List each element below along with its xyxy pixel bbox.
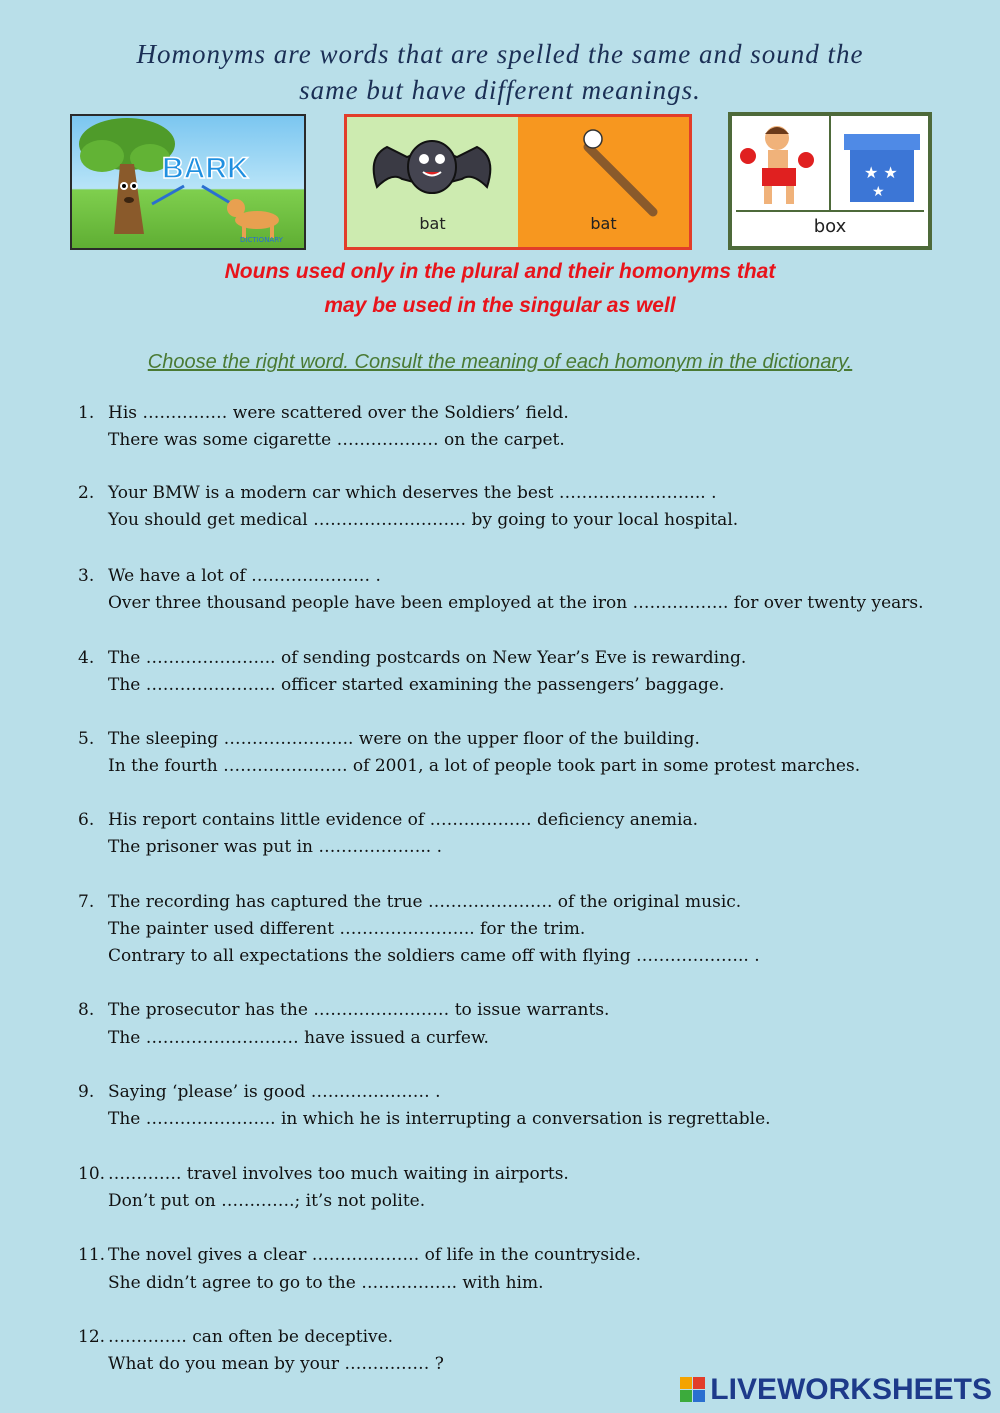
exercise-item — [78, 480, 958, 535]
exercise-sentence — [78, 645, 958, 672]
exercise-sentence — [78, 943, 958, 970]
header-line-2: same but have different meanings. — [299, 75, 701, 105]
exercise-sentence — [78, 753, 958, 780]
liveworksheets-logo — [680, 1373, 992, 1407]
exercise-item — [78, 997, 958, 1052]
exercise-item — [78, 807, 958, 862]
exercise-sentence — [78, 672, 958, 699]
exercise-sentence — [78, 1161, 958, 1188]
bat-illustration — [344, 114, 692, 250]
exercise-sentence — [78, 1270, 958, 1297]
exercise-item — [78, 726, 958, 781]
exercise-number: 1. — [78, 403, 95, 423]
exercise-text: She didn’t agree to go to the …………….. with him. — [108, 1272, 544, 1293]
bat-label-right: bat — [590, 214, 617, 233]
exercise-number: 6. — [78, 809, 95, 830]
exercise-item — [78, 400, 958, 455]
exercise-number: 7. — [78, 891, 95, 912]
exercise-text: …………. travel involves too much waiting in airports. — [108, 1163, 569, 1184]
exercise-text: We have a lot of ………………… . — [108, 565, 381, 586]
exercise-item — [78, 889, 958, 971]
exercise-item — [78, 1161, 958, 1216]
exercise-number: 11. — [78, 1245, 106, 1266]
svg-text:★ ★: ★ ★ — [864, 163, 898, 182]
exercise-text: The ………………….. of sending postcards on New Year’s Eve is rewarding. — [108, 647, 747, 668]
exercise-text: Don’t put on ………….; it’s not polite. — [108, 1190, 426, 1211]
box-scene-icon — [732, 116, 928, 212]
exercise-text: The ………………….. in which he is interrupting a conversation is regrettable. — [108, 1109, 771, 1130]
exercise-sentence — [78, 807, 958, 834]
dictionary-caption: DICTIONARY — [240, 236, 283, 244]
exercise-number: 10. — [78, 1163, 106, 1184]
bat-baseball-panel — [518, 117, 689, 247]
exercise-sentence — [78, 997, 958, 1024]
exercise-sentence — [78, 1188, 958, 1215]
box-illustration — [728, 112, 932, 250]
exercise-text: Your BMW is a modern car which deserves the best …………………….. . — [108, 483, 717, 504]
exercise-sentence — [78, 427, 958, 454]
exercise-item — [78, 645, 958, 700]
exercise-sentence — [78, 1324, 958, 1351]
exercise-text: The ………………….. officer started examining the passengers’ baggage. — [108, 675, 725, 696]
liveworksheets-badge-icon — [680, 1377, 706, 1403]
liveworksheets-brand: LIVEWORKSHEETS — [710, 1373, 992, 1406]
exercise-text: ………….. can often be deceptive. — [108, 1326, 394, 1347]
exercise-number: 2. — [78, 483, 95, 504]
exercise-sentence — [78, 1079, 958, 1106]
exercise-text: The novel gives a clear ………………. of life in the countryside. — [108, 1245, 641, 1266]
exercise-number: 8. — [78, 1000, 95, 1021]
exercise-text: The prosecutor has the …………………… to issue warrants. — [108, 1000, 610, 1021]
baseball-bat-icon — [518, 117, 688, 217]
exercise-sentence — [78, 1025, 958, 1052]
exercise-sentence — [78, 590, 958, 617]
exercise-text: The recording has captured the true …………………. of the original music. — [108, 891, 742, 912]
exercise-number: 12. — [78, 1326, 106, 1347]
exercise-text: The ……………………… have issued a curfew. — [108, 1027, 489, 1048]
box-label: box — [736, 210, 924, 242]
exercise-item — [78, 1242, 958, 1297]
section-title-line-1: Nouns used only in the plural and their homonyms that — [224, 260, 776, 283]
exercise-sentence — [78, 889, 958, 916]
exercise-text: Saying ‘please’ is good ………………… . — [108, 1082, 441, 1103]
bark-word: BARK — [162, 152, 249, 185]
bark-scene-icon — [72, 116, 304, 248]
bat-label-left: bat — [419, 214, 446, 233]
section-title-line-2: may be used in the singular as well — [324, 294, 676, 317]
exercise-sentence — [78, 480, 958, 507]
exercise-item — [78, 1324, 958, 1379]
exercise-text: Contrary to all expectations the soldiers came off with flying ……………….. . — [108, 946, 760, 967]
bat-animal-panel — [347, 117, 518, 247]
exercise-list — [78, 400, 958, 1378]
svg-text:★: ★ — [872, 184, 885, 200]
exercise-text: His …………… were scattered over the Soldiers’ field. — [108, 403, 569, 423]
exercise-number: 9. — [78, 1082, 95, 1103]
bat-animal-icon — [347, 117, 517, 217]
instruction-text: Choose the right word. Consult the meaning of each homonym in the dictionary. — [147, 351, 853, 373]
exercise-text: Over three thousand people have been employed at the iron …………….. for over twenty years. — [108, 592, 924, 613]
exercise-sentence — [78, 1242, 958, 1269]
page-header — [40, 36, 960, 108]
exercise-sentence — [78, 507, 958, 534]
exercise-sentence — [78, 400, 958, 427]
exercise-text: The sleeping ………………….. were on the upper floor of the building. — [108, 728, 700, 749]
exercise-text: In the fourth …………………. of 2001, a lot of people took part in some protest marches. — [108, 756, 861, 777]
header-line-1: Homonyms are words that are spelled the same and sound the — [136, 39, 864, 69]
exercise-sentence — [78, 726, 958, 753]
exercise-text: The prisoner was put in ……………….. . — [108, 837, 442, 858]
exercise-sentence — [78, 916, 958, 943]
exercise-number: 5. — [78, 728, 95, 749]
exercise-text: What do you mean by your …………… ? — [108, 1354, 444, 1375]
exercise-text: The painter used different …………………... for the trim. — [108, 918, 586, 939]
exercise-item — [78, 1079, 958, 1134]
exercise-sentence — [78, 1106, 958, 1133]
exercise-item — [78, 563, 958, 618]
section-title — [100, 255, 900, 323]
bark-illustration — [70, 114, 306, 250]
exercise-sentence — [78, 563, 958, 590]
exercise-number: 3. — [78, 565, 95, 586]
exercise-text: You should get medical ……………………… by going to your local hospital. — [108, 510, 739, 531]
exercise-number: 4. — [78, 647, 95, 668]
exercise-text: There was some cigarette ……………… on the carpet. — [108, 430, 565, 451]
exercise-text: His report contains little evidence of ……………… deficiency anemia. — [108, 809, 699, 830]
exercise-sentence — [78, 834, 958, 861]
